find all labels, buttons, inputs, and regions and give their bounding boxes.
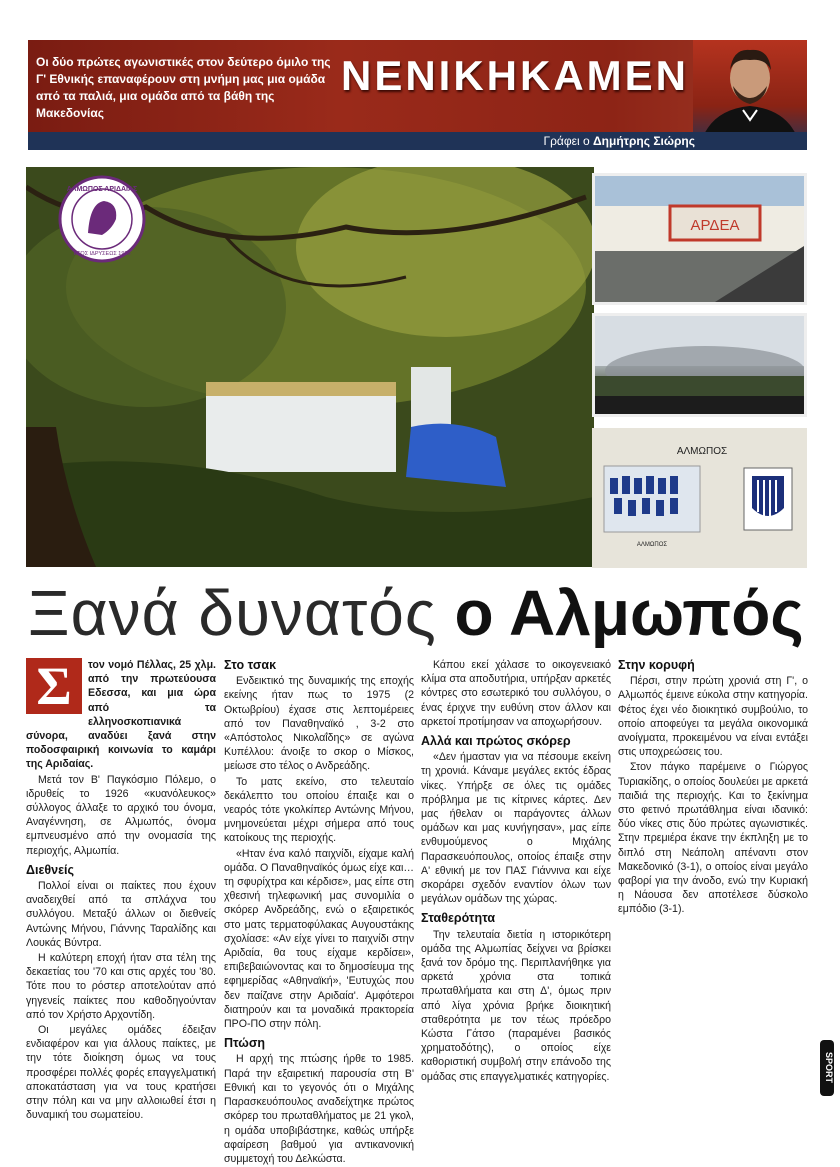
header-title: ΝΕΝΙΚΗΚΑΜΕΝ <box>341 52 689 99</box>
club-logo-text: ΑΛΜΩΠΟΣ ΑΡΙΔΑΙΑΣ <box>66 186 138 193</box>
byline <box>543 134 695 148</box>
header-banner <box>28 40 807 132</box>
dropcap: Σ <box>26 658 82 714</box>
page-marker: SPORT <box>820 1040 834 1096</box>
article-paragraph: Στον πάγκο παρέμεινε ο Γιώργος Τυριακίδης, ο οποίος δουλεύει με αρκετά παιδιά της περιοχής. Και το ξεκίνημα στο φετινό πρωτάθλημα είναι ιδανικό: δύο νίκες στις δύο πρώτες αγωνιστικές. Στην πρεμιέρα έκανε την έκπληξη με το διπλό στη Νεάπολη απέναντι στον Μακεδονικό (3-1), ο οποίος είναι μεγάλο φαβορί για την άνοδο, ενώ την Κυριακή η Νάουσα δεν αποτέλεσε δύσκολο εμπόδιο (3-1). <box>618 761 808 916</box>
article-paragraph: Μετά τον Β' Παγκόσμιο Πόλεμο, ο ιδρυθείς το 1926 «κυανόλευκος» σύλλογος άλλαξε το αρχικό του όνομα, Αναγέννηση, σε Αλμωπός, όνομα εμπνευσμένο από την ονομασία της περιοχής, Αλμωπία. <box>26 773 216 857</box>
section-heading: Πτώση <box>224 1036 266 1051</box>
club-logo-year: ΕΤΟΣ ΙΔΡΥΣΕΩΣ 1926 <box>73 251 131 257</box>
article-lead: τον νομό Πέλλας, 25 χλμ. από την πρωτεύουσα Εδεσσα, και μια ώρα από τα ελληνοσκοπιανικά σύνορα, αναδύει ξανά στην ποδοσφαιρική κοινωνία το καμάρι της Αριδαίας. <box>26 659 216 771</box>
article-column-4 <box>618 658 808 918</box>
article-paragraph: «Δεν ήμασταν για να πέσουμε εκείνη τη χρονιά. Κάναμε μεγάλες εκτός έδρας νίκες. Υπήρξε σε όλες τις ομάδες πρόβλημα με τις κίτρινες κάρτες. Δεν μας ήθελαν οι παράγοντες άλλων ομάδων και μας κυνήγησαν», μας είπε ενθυμούμενος ο Μιχάλης Παρασκευόπουλος, οποίος έπαιξε στην Α' εθνική με τον ΠΑΣ Γιάννινα και είχε σκοράρει σχεδόν εναντίον όλων των μεγάλων ομάδων της χώρας. <box>421 751 611 906</box>
article-column-2 <box>224 658 414 1167</box>
byline-bar <box>28 132 807 150</box>
article-paragraph: Την τελευταία διετία η ιστορικότερη ομάδα της Αλμωπίας δείχνει να βρίσκει ξανά τον δρόμο της. Περιπλανήθηκε για αρκετά χρόνια στα τοπικά πρωταθλήματα και στη Δ', όμως πριν από λίγα χρόνια βρήκε διοικητική σταθερότητα με τον τέως πρόεδρο Κώστα Γάτσο (παραμένει βασικός χρηματοδότης), ο οποίος είχε καθοριστική συμβολή στην επάνοδο της ομάδας στις επαγγελματικές κατηγορίες. <box>421 928 611 1083</box>
section-heading: Στο τσακ <box>224 658 277 672</box>
waterfall-photo <box>26 167 594 567</box>
byline-prefix: Γράφει ο <box>543 134 590 148</box>
card-title: ΑΛΜΩΠΟΣ <box>676 446 728 457</box>
article-paragraph: Ενδεικτικό της δυναμικής της εποχής εκείνης ήταν πως το 1975 (2 Οκτωβρίου) έχασε στις λεπτομέρειες από τον Παναθηναϊκό , 3-2 στο «Απόστολος Νικολαΐδης» σε αγώνα Κυπέλλου: άνοιξε το σκορ ο Μίσκος, μείωσε στο τέλος ο Ανδρεάδης. <box>224 675 414 773</box>
card-caption: ΑΛΜΩΠΟΣ <box>636 542 668 548</box>
section-heading: Στην κορυφή <box>618 658 695 672</box>
article-paragraph: Πολλοί είναι οι παίκτες που έχουν αναδειχθεί από τα σπλάχνα του συλλόγου. Μεταξύ άλλων οι διεθνείς Αντώνης Μήνου, Γιάννης Ταραλίδης και Λουκάς Βύντρα. <box>26 880 216 949</box>
headline-light: Ξανά δυνατός <box>28 577 437 649</box>
article-headline <box>28 578 804 648</box>
headline-bold: ο Αλμωπός <box>454 577 804 649</box>
article-column-1 <box>26 658 216 1124</box>
team-card-photo <box>592 428 807 568</box>
section-heading: Σταθερότητα <box>421 911 496 926</box>
ardea-sign-photo <box>592 173 807 305</box>
byline-author: Δημήτρης Σιώρης <box>593 134 695 148</box>
article-paragraph: «Ηταν ένα καλό παιχνίδι, είχαμε καλή ομάδα. Ο Παναθηναϊκός όμως είχε και… τη σφυρίχτρα και κέρδισε», μας είπε στη χθεσινή τηλεφωνική μας συνομιλία ο σκόρερ Ανδρεάδης, ενώ ο εξαιρετικός στο ματς τερματοφύλακας Αυγουστάκης σχολίασε: «Αν είχε γίνει το παιχνίδι στην Αριδαία, θα τους είχαμε κερδίσει», επιβεβαιώνοντας και το δημοσίευμα της εφημερίδας «Αθηναϊκή», 'Ευτυχώς που δεν παίζανε στην Αριδαία'. Αμφότεροι διατηρούν και τα μοναδικά πρακτορεία ΠΡΟ-ΠΟ στην πόλη. <box>224 847 414 1031</box>
stadium-crowd-photo <box>592 313 807 417</box>
article-paragraph: Το ματς εκείνο, στο τελευταίο δεκάλεπτο του οποίου έπαιξε και ο νεαρός τότε γκολκίπερ Αντώνης Μήνου, μνημονεύεται μέχρι σήμερα από τους κατοίκους της περιοχής. <box>224 775 414 845</box>
article-paragraph: Η καλύτερη εποχή ήταν στα τέλη της δεκαετίας του '70 και στις αρχές του '80. Τότε που το ρόστερ αποτελούταν από γηγενείς παίκτες που καθοδηγούνταν από τον Χρήστο Αρχοντίδη. <box>26 952 216 1021</box>
article-paragraph: Κάπου εκεί χάλασε το οικογενειακό κλίμα στα αποδυτήρια, υπήρξαν αρκετές κόντρες στο εσωτερικό του συλλόγου, ο ένας έριχνε την ευθύνη στον άλλον και αρκετοί προτίμησαν να αποχωρήσουν. <box>421 659 611 728</box>
article-paragraph: Οι μεγάλες ομάδες έδειξαν ενδιαφέρον και για άλλους παίκτες, με την τότε διοίκηση όμως να τους προσφέρει πολλές φορές επαγγελματική αποκατάσταση για να τους κρατήσει στην πόλη και να μην αλλοιωθεί έτσι η δυναμική του σωματείου. <box>26 1024 216 1122</box>
sign-text: ΑΡΔΕΑ <box>690 217 740 234</box>
header-intro: Οι δύο πρώτες αγωνιστικές στον δεύτερο όμιλο της Γ' Εθνικής επαναφέρουν στη μνήμη μας μια ομάδα από τα παλιά, μια ομάδα από τα βάθη της Μακεδονίας <box>36 55 331 120</box>
article-paragraph: Η αρχή της πτώσης ήρθε το 1985. Παρά την εξαιρετική παρουσία στη Β' Εθνική και το γεγονός ότι ο Μιχάλης Παρασκευόπουλος αναδείχτηκε πρώτος σκόρερ του πρωταθλήματος με 21 γκολ, η ομάδα υποβιβάστηκε, καθώς υπήρξε αφαίρεση βαθμού για αντικανονική συμμετοχή του Δελκώστα. <box>224 1053 414 1165</box>
article-paragraph: Πέρσι, στην πρώτη χρονιά στη Γ', ο Αλμωπός έμεινε εύκολα στην κατηγορία. Φέτος έχει νέο διοικητικό συμβούλιο, το οποίο αποφεύγει τα μεγάλα οικονομικά ανοίγματα, προκειμένου να είναι εντάξει στις υποχρεώσεις του. <box>618 675 808 759</box>
article-column-3 <box>421 658 611 1085</box>
section-heading: Διεθνείς <box>26 862 75 877</box>
section-heading: Αλλά και πρώτος σκόρερ <box>421 734 571 749</box>
